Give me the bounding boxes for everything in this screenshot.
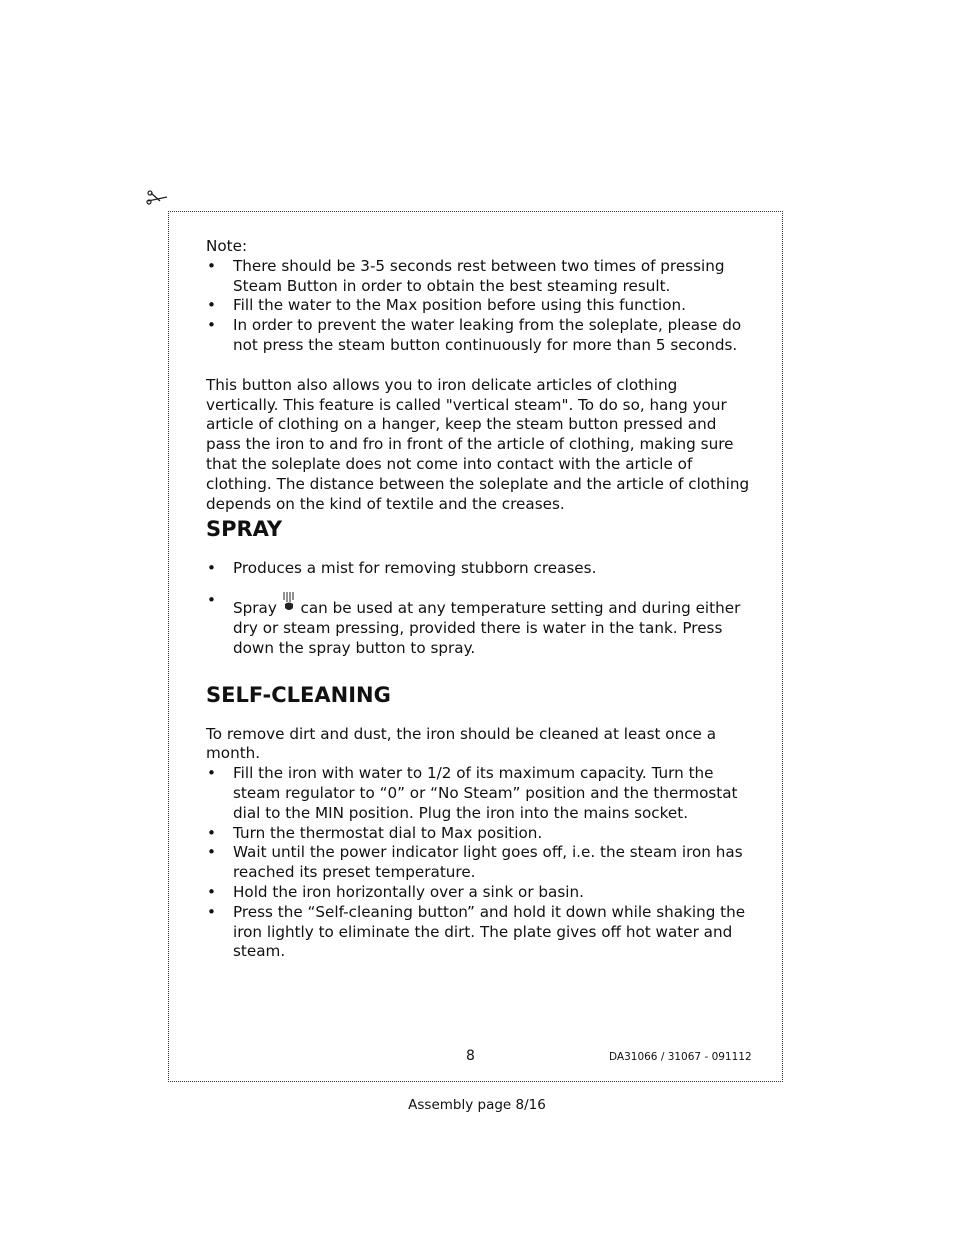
spray-heading: SPRAY <box>206 517 283 542</box>
spray-bullet-prefix: Spray <box>233 599 277 618</box>
spray-bullet-text: Produces a mist for removing stubborn creases. <box>233 559 597 578</box>
bullet-mark: • <box>207 843 216 862</box>
list-item <box>206 824 751 844</box>
scissors-icon <box>146 188 168 210</box>
self-cleaning-bullet-text: Turn the thermostat dial to Max position. <box>233 823 543 842</box>
note-list <box>206 257 751 356</box>
note-bullet-text: Fill the water to the Max position before using this function. <box>233 296 686 315</box>
note-label: Note: <box>206 237 248 255</box>
list-item <box>206 316 751 356</box>
bullet-mark: • <box>207 591 216 610</box>
list-item <box>206 591 751 658</box>
vertical-steam-paragraph: This button also allows you to iron delicate articles of clothing vertically. This feature is called "vertical steam". To do so, hang your article of clothing on a hanger, keep the steam button pressed and pass the iron to and fro in front of the article of clothing, making sure that the soleplate does not come into contact with the article of clothing. The distance between the soleplate and the article of clothing depends on the kind of textile and the creases. <box>206 375 750 513</box>
document-code: DA31066 / 31067 - 091112 <box>609 1051 752 1063</box>
list-item <box>206 883 751 903</box>
spray-list <box>206 559 751 658</box>
note-bullet-text: There should be 3-5 seconds rest between two times of pressing Steam Button in order to obtain the best steaming result. <box>233 256 725 295</box>
bullet-mark: • <box>207 823 216 842</box>
spray-icon <box>282 591 296 613</box>
bullet-mark: • <box>207 316 216 335</box>
list-item <box>206 764 751 823</box>
spray-bullet-text: can be used at any temperature setting and during either dry or steam pressing, provided there is water in the tank. Press down the spray button to spray. <box>233 599 741 657</box>
assembly-page-label: Assembly page 8/16 <box>408 1097 546 1113</box>
page-number: 8 <box>466 1048 475 1064</box>
bullet-mark: • <box>207 902 216 921</box>
list-item <box>206 903 751 962</box>
self-cleaning-bullet-text: Fill the iron with water to 1/2 of its maximum capacity. Turn the steam regulator to “0” or “No Steam” position and the thermostat dial to the MIN position. Plug the iron into the mains socket. <box>233 764 738 822</box>
list-item <box>206 843 751 883</box>
self-cleaning-heading: SELF-CLEANING <box>206 682 391 707</box>
bullet-mark: • <box>207 256 216 275</box>
manual-content <box>206 237 751 962</box>
self-cleaning-bullet-text: Hold the iron horizontally over a sink or basin. <box>233 882 584 901</box>
self-cleaning-bullet-text: Press the “Self-cleaning button” and hold it down while shaking the iron lightly to eliminate the dirt. The plate gives off hot water and steam. <box>233 902 746 961</box>
list-item <box>206 257 751 297</box>
note-bullet-text: In order to prevent the water leaking from the soleplate, please do not press the steam button continuously for more than 5 seconds. <box>233 316 742 354</box>
bullet-mark: • <box>207 764 216 783</box>
self-cleaning-bullet-text: Wait until the power indicator light goes off, i.e. the steam iron has reached its preset temperature. <box>233 843 743 882</box>
self-cleaning-intro: To remove dirt and dust, the iron should be cleaned at least once a month. <box>206 724 717 763</box>
list-item <box>206 559 751 579</box>
self-cleaning-list <box>206 764 751 962</box>
list-item <box>206 296 751 316</box>
bullet-mark: • <box>207 296 216 315</box>
bullet-mark: • <box>207 882 216 901</box>
bullet-mark: • <box>207 559 216 578</box>
